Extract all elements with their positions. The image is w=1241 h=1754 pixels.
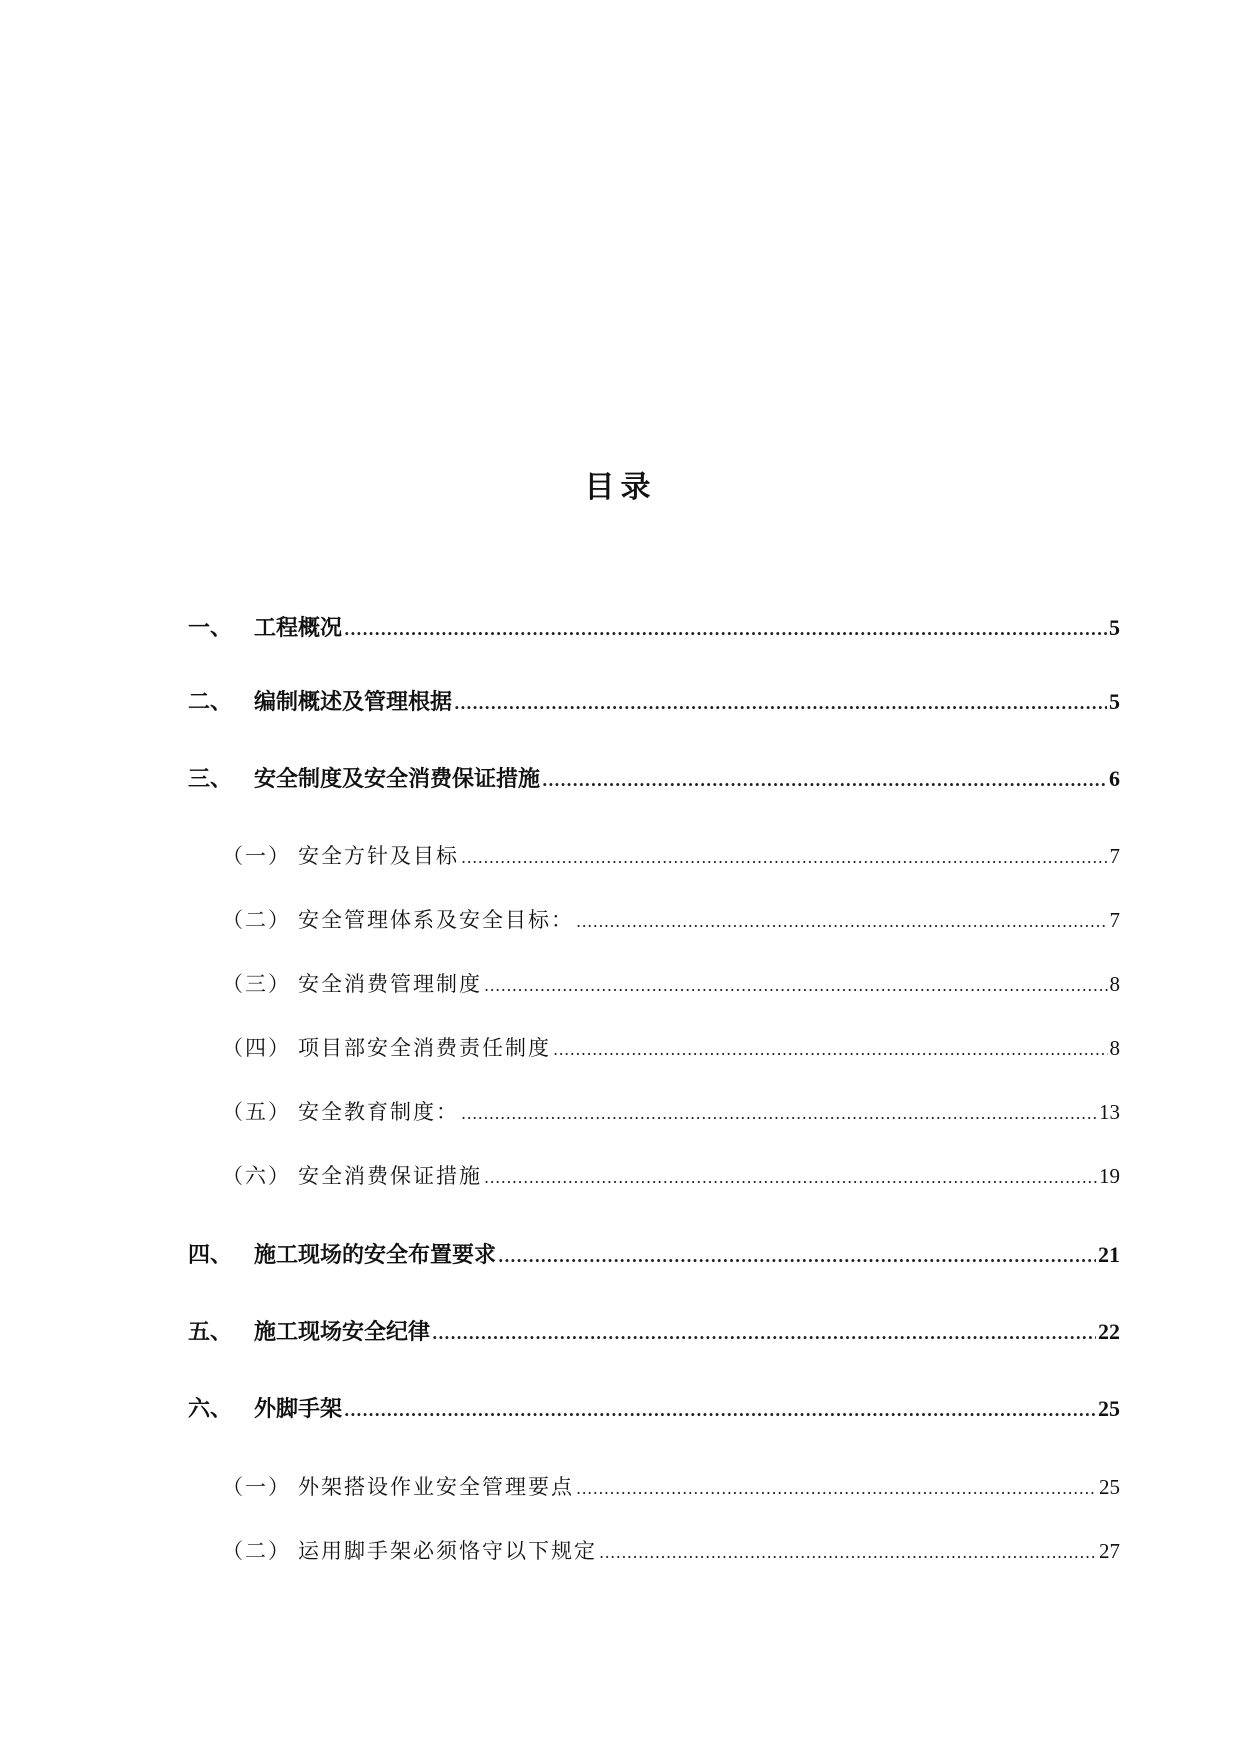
toc-entry-page: 25 <box>1099 1475 1120 1499</box>
toc-entry[interactable] <box>222 968 1120 1000</box>
toc-entry-number: 五、 <box>188 1319 233 1345</box>
toc-entry-title: 施工现场安全纪律 <box>254 1319 431 1345</box>
toc-entry[interactable] <box>188 763 1120 795</box>
toc-entry[interactable] <box>222 1096 1120 1128</box>
toc-entry-title: 安全制度及安全消费保证措施 <box>254 766 541 792</box>
toc-dot-leader <box>432 1316 1096 1350</box>
toc-entry-title: 外脚手架 <box>254 1396 343 1422</box>
toc-entry[interactable] <box>188 612 1120 644</box>
toc-entry-title: 外架搭设作业安全管理要点 <box>298 1475 574 1499</box>
toc-entry-number: （一） <box>222 1475 291 1499</box>
toc-entry-title: 工程概况 <box>254 615 343 641</box>
toc-entry-page: 13 <box>1099 1100 1120 1124</box>
toc-dot-leader <box>599 1535 1097 1569</box>
toc-entry[interactable] <box>222 840 1120 872</box>
toc-dot-leader <box>542 763 1107 797</box>
toc-entry[interactable] <box>188 1393 1120 1425</box>
toc-entry-title: 项目部安全消费责任制度 <box>298 1036 551 1060</box>
toc-dot-leader <box>344 1393 1096 1427</box>
toc-entry-page: 5 <box>1109 615 1120 640</box>
toc-entry[interactable] <box>222 1160 1120 1192</box>
toc-entry[interactable] <box>188 1239 1120 1271</box>
toc-entry-title: 运用脚手架必须恪守以下规定 <box>298 1539 597 1563</box>
toc-entry-number: （三） <box>222 972 291 996</box>
toc-dot-leader <box>498 1239 1096 1273</box>
toc-entry[interactable] <box>222 1535 1120 1567</box>
toc-dot-leader <box>454 686 1107 720</box>
toc-entry-number: （二） <box>222 1539 291 1563</box>
toc-dot-leader <box>484 1160 1097 1194</box>
toc-entry-page: 27 <box>1099 1539 1120 1563</box>
toc-entry[interactable] <box>222 1471 1120 1503</box>
toc-entry-title: 编制概述及管理根据 <box>254 689 453 715</box>
toc-entry[interactable] <box>188 1316 1120 1348</box>
toc-entry-number: （二） <box>222 908 291 932</box>
toc-entry-number: 二、 <box>188 689 233 715</box>
toc-entry-page: 7 <box>1109 844 1120 868</box>
toc-entry-number: （一） <box>222 844 291 868</box>
toc-dot-leader <box>553 1032 1108 1066</box>
toc-dot-leader <box>576 1471 1097 1505</box>
toc-entry-number: （六） <box>222 1164 291 1188</box>
toc-dot-leader <box>461 1096 1097 1130</box>
toc-entry-page: 21 <box>1098 1242 1120 1267</box>
toc-entry-page: 8 <box>1109 1036 1120 1060</box>
toc-entry-number: （五） <box>222 1100 291 1124</box>
toc-entry-number: （四） <box>222 1036 291 1060</box>
toc-entry-number: 四、 <box>188 1242 233 1268</box>
toc-entry-page: 6 <box>1109 766 1120 791</box>
toc-dot-leader <box>344 612 1107 646</box>
toc-dot-leader <box>484 968 1108 1002</box>
toc-entry-page: 19 <box>1099 1164 1120 1188</box>
toc-entry-page: 25 <box>1098 1396 1120 1421</box>
toc-entry-page: 5 <box>1109 689 1120 714</box>
toc-dot-leader <box>461 840 1108 874</box>
toc-title: 目录 <box>584 470 657 505</box>
toc-entry-title: 安全管理体系及安全目标： <box>298 908 574 932</box>
toc-entry-page: 7 <box>1109 908 1120 932</box>
toc-entry-title: 安全教育制度： <box>298 1100 459 1124</box>
toc-entry-page: 8 <box>1109 972 1120 996</box>
toc-entry-title: 安全方针及目标 <box>298 844 459 868</box>
toc-entry[interactable] <box>188 686 1120 718</box>
toc-entry[interactable] <box>222 1032 1120 1064</box>
toc-entry-number: 三、 <box>188 766 233 792</box>
toc-entry-title: 安全消费保证措施 <box>298 1164 482 1188</box>
toc-entry-title: 施工现场的安全布置要求 <box>254 1242 497 1268</box>
toc-entry-number: 一、 <box>188 615 233 641</box>
toc-entry-page: 22 <box>1098 1319 1120 1344</box>
toc-entry[interactable] <box>222 904 1120 936</box>
toc-entry-title: 安全消费管理制度 <box>298 972 482 996</box>
toc-entry-number: 六、 <box>188 1396 233 1422</box>
toc-dot-leader <box>576 904 1108 938</box>
